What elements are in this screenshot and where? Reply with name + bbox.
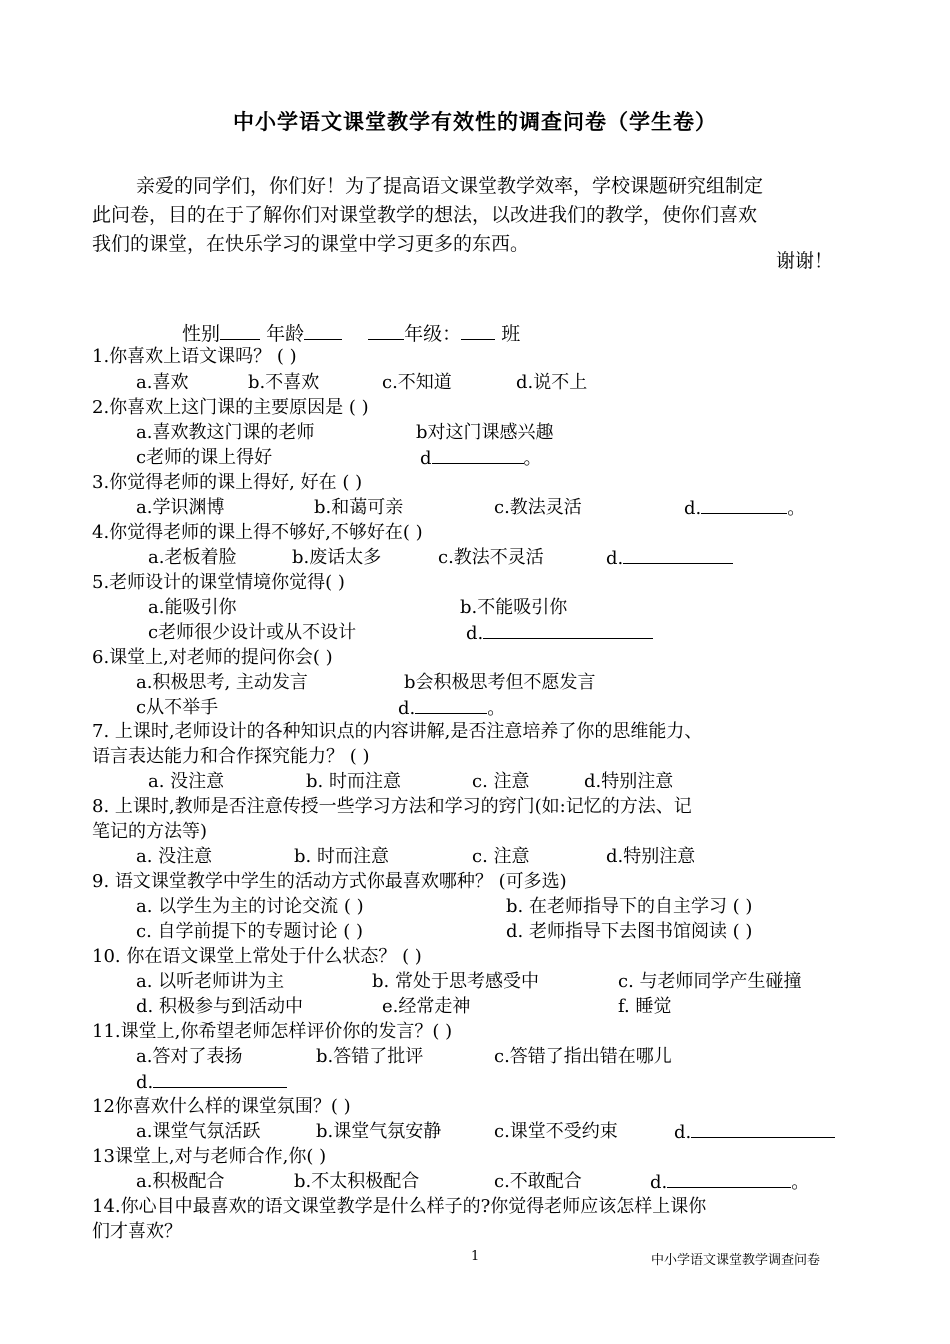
q6-option-d[interactable] <box>398 697 505 720</box>
q12-option-b[interactable]: b.课堂气氛安静 <box>316 1121 442 1142</box>
q2-option-a[interactable]: a.喜欢教这门课的老师 <box>136 422 315 443</box>
q4-option-d[interactable] <box>606 547 733 570</box>
q6-option-c[interactable]: c从不举手 <box>136 697 219 718</box>
q12-d-label: d. <box>674 1122 692 1143</box>
question-1: 1.你喜欢上语文课吗？ ( ) <box>92 346 297 367</box>
q4-option-a[interactable]: a.老板着脸 <box>148 547 237 568</box>
question-10: 10. 你在语文课堂上常处于什么状态？ ( ) <box>92 946 422 967</box>
q2-option-d[interactable] <box>420 447 542 470</box>
q6-option-b[interactable]: b会积极思考但不愿发言 <box>404 672 596 693</box>
q6-d-end: 。 <box>487 698 506 719</box>
grade-field[interactable] <box>368 323 404 340</box>
q8-option-a[interactable]: a. 没注意 <box>136 846 213 867</box>
q8-option-b[interactable]: b. 时而注意 <box>294 846 389 867</box>
q1-option-c[interactable]: c.不知道 <box>382 372 452 393</box>
q8-option-c[interactable]: c. 注意 <box>472 846 530 867</box>
q7-option-d[interactable]: d.特别注意 <box>584 771 674 792</box>
q10-option-e[interactable]: e.经常走神 <box>382 996 471 1017</box>
q13-option-b[interactable]: b.不太积极配合 <box>294 1171 420 1192</box>
q11-option-a[interactable]: a.答对了表扬 <box>136 1046 243 1067</box>
q3-d-blank[interactable] <box>701 497 787 514</box>
q7-option-b[interactable]: b. 时而注意 <box>306 771 401 792</box>
page-number: 1 <box>471 1249 480 1264</box>
q3-option-b[interactable]: b.和蔼可亲 <box>314 497 404 518</box>
q10-option-c[interactable]: c. 与老师同学产生碰撞 <box>618 971 802 992</box>
q2-d-label: d <box>420 448 432 469</box>
q7-option-c[interactable]: c. 注意 <box>472 771 530 792</box>
q11-option-d[interactable] <box>136 1071 287 1094</box>
footer-label: 中小学语文课堂教学调查问卷 <box>651 1253 821 1268</box>
question-13: 13课堂上,对与老师合作,你( ) <box>92 1146 327 1167</box>
q3-option-a[interactable]: a.学识渊博 <box>136 497 225 518</box>
question-3: 3.你觉得老师的课上得好, 好在 ( ) <box>92 472 363 493</box>
q10-option-f[interactable]: f. 睡觉 <box>618 996 672 1017</box>
intro-line-2: 此问卷，目的在于了解你们对课堂教学的想法，以改进我们的教学，使你们喜欢 <box>92 204 758 226</box>
q9-option-b[interactable]: b. 在老师指导下的自主学习 ( ) <box>506 896 753 917</box>
q5-option-b[interactable]: b.不能吸引你 <box>460 597 568 618</box>
q7-option-a[interactable]: a. 没注意 <box>148 771 225 792</box>
q10-option-d[interactable]: d. 积极参与到活动中 <box>136 996 303 1017</box>
q2-option-c[interactable]: c老师的课上得好 <box>136 447 273 468</box>
q8-option-d[interactable]: d.特别注意 <box>606 846 696 867</box>
question-2: 2.你喜欢上这门课的主要原因是 ( ) <box>92 397 369 418</box>
q3-d-label: d. <box>684 498 702 519</box>
q1-option-a[interactable]: a.喜欢 <box>136 372 189 393</box>
q5-option-a[interactable]: a.能吸引你 <box>148 597 237 618</box>
q11-option-b[interactable]: b.答错了批评 <box>316 1046 424 1067</box>
q4-d-label: d. <box>606 548 624 569</box>
q13-option-d[interactable] <box>650 1171 809 1194</box>
question-8-line-1: 8. 上课时,教师是否注意传授一些学习方法和学习的窍门(如:记忆的方法、记 <box>92 796 692 817</box>
age-label: 年龄 <box>266 323 305 345</box>
question-11: 11.课堂上,你希望老师怎样评价你的发言？( ) <box>92 1021 453 1042</box>
q1-option-d[interactable]: d.说不上 <box>516 372 588 393</box>
age-field[interactable] <box>304 323 342 340</box>
q2-d-end: 。 <box>523 448 542 469</box>
class-label: 班 <box>501 323 521 345</box>
question-14-line-1: 14.你心目中最喜欢的语文课堂教学是什么样子的?你觉得老师应该怎样上课你 <box>92 1196 707 1217</box>
intro-line-1: 亲爱的同学们，你们好！为了提高语文课堂教学效率，学校课题研究组制定 <box>136 175 764 197</box>
question-5: 5.老师设计的课堂情境你觉得( ) <box>92 572 345 593</box>
question-8-line-2: 笔记的方法等) <box>92 821 208 842</box>
intro-paragraph <box>92 172 862 259</box>
question-7-line-2: 语言表达能力和合作探究能力？ ( ) <box>92 746 370 767</box>
q11-d-label: d. <box>136 1072 154 1093</box>
q9-option-c[interactable]: c. 自学前提下的专题讨论 ( ) <box>136 921 364 942</box>
q12-option-c[interactable]: c.课堂不受约束 <box>494 1121 618 1142</box>
question-14-line-2: 们才喜欢？ <box>92 1221 182 1242</box>
q6-option-a[interactable]: a.积极思考, 主动发言 <box>136 672 308 693</box>
q9-option-d[interactable]: d. 老师指导下去图书馆阅读 ( ) <box>506 921 753 942</box>
q12-d-blank[interactable] <box>691 1121 835 1138</box>
q3-option-d[interactable] <box>684 497 805 520</box>
q3-d-end: 。 <box>787 498 806 519</box>
page-title: 中小学语文课堂教学有效性的调查问卷（学生卷） <box>233 109 717 134</box>
q13-d-end: 。 <box>791 1172 810 1193</box>
q4-d-blank[interactable] <box>623 547 733 564</box>
q1-option-b[interactable]: b.不喜欢 <box>248 372 320 393</box>
q11-d-blank[interactable] <box>153 1071 287 1088</box>
q5-d-label: d. <box>466 623 484 644</box>
q3-option-c[interactable]: c.教法灵活 <box>494 497 582 518</box>
question-7-line-1: 7. 上课时,老师设计的各种知识点的内容讲解,是否注意培养了你的思维能力、 <box>92 721 703 742</box>
q13-option-c[interactable]: c.不敢配合 <box>494 1171 582 1192</box>
question-4: 4.你觉得老师的课上得不够好,不够好在( ) <box>92 522 423 543</box>
class-field[interactable] <box>461 323 495 340</box>
q9-option-a[interactable]: a. 以学生为主的讨论交流 ( ) <box>136 896 364 917</box>
q2-option-b[interactable]: b对这门课感兴趣 <box>416 422 554 443</box>
q4-option-c[interactable]: c.教法不灵活 <box>438 547 544 568</box>
q2-d-blank[interactable] <box>432 447 524 464</box>
thanks-text: 谢谢！ <box>776 250 834 272</box>
q6-d-blank[interactable] <box>415 697 487 714</box>
q11-option-c[interactable]: c.答错了指出错在哪儿 <box>494 1046 672 1067</box>
student-info-line <box>182 323 520 345</box>
question-9: 9. 语文课堂教学中学生的活动方式你最喜欢哪种？ (可多选) <box>92 871 567 892</box>
q5-option-c[interactable]: c老师很少设计或从不设计 <box>148 622 357 643</box>
q5-d-blank[interactable] <box>483 622 653 639</box>
q13-d-label: d. <box>650 1172 668 1193</box>
gender-label: 性别 <box>182 323 221 345</box>
q6-d-label: d. <box>398 698 416 719</box>
q13-d-blank[interactable] <box>667 1171 791 1188</box>
gender-field[interactable] <box>220 323 260 340</box>
grade-label: 年级： <box>404 323 462 345</box>
question-12: 12你喜欢什么样的课堂氛围？( ) <box>92 1096 351 1117</box>
q10-option-a[interactable]: a. 以听老师讲为主 <box>136 971 285 992</box>
q12-option-a[interactable]: a.课堂气氛活跃 <box>136 1121 261 1142</box>
q13-option-a[interactable]: a.积极配合 <box>136 1171 225 1192</box>
q12-option-d[interactable] <box>674 1121 835 1144</box>
intro-line-3: 我们的课堂，在快乐学习的课堂中学习更多的东西。 <box>92 233 530 255</box>
q5-option-d[interactable] <box>466 622 653 645</box>
q4-option-b[interactable]: b.废话太多 <box>292 547 382 568</box>
question-6: 6.课堂上,对老师的提问你会( ) <box>92 647 333 668</box>
q10-option-b[interactable]: b. 常处于思考感受中 <box>372 971 539 992</box>
